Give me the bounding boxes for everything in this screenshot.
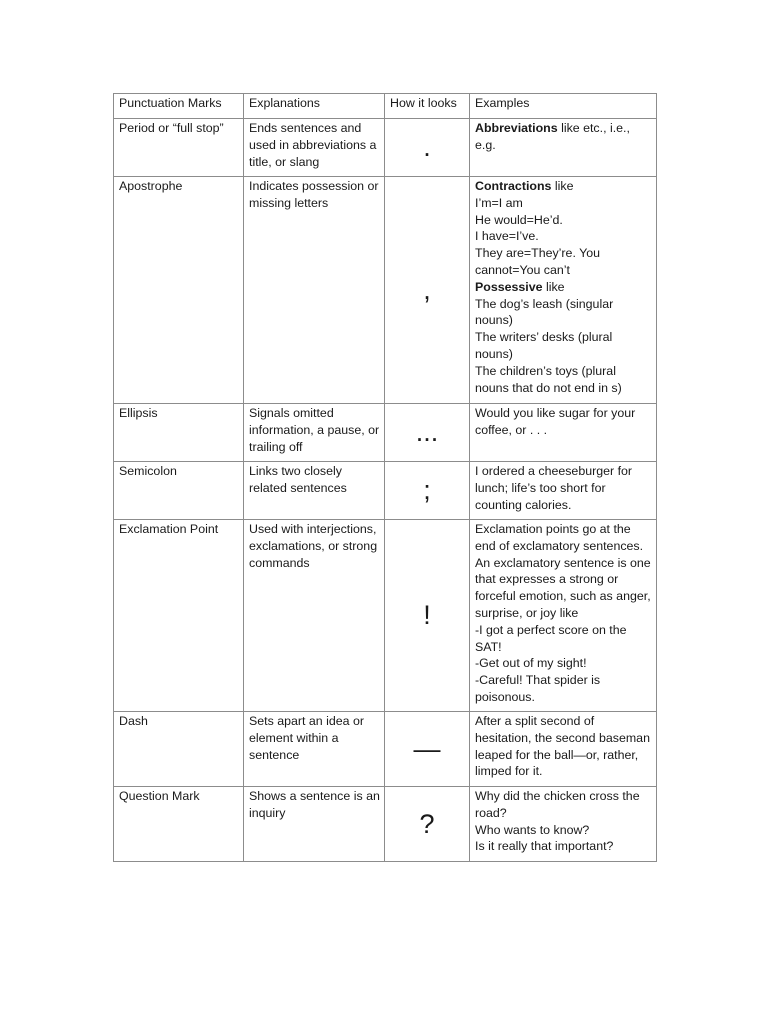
example-line <box>475 713 652 780</box>
example-text: They are=They’re. You cannot=You can’t <box>475 246 601 277</box>
header-punctuation-marks: Punctuation Marks <box>114 94 244 119</box>
table-row <box>114 520 657 712</box>
examples-cell <box>470 787 657 862</box>
example-line <box>475 279 652 296</box>
mark-name-cell: Question Mark <box>114 787 244 862</box>
example-text: After a split second of hesitation, the second baseman leaped for the ball—or, rather, limped for it. <box>475 714 650 779</box>
example-text: Exclamation points go at the end of exclamatory sentences. An exclamatory sentence is one that expresses a strong or forceful emotion, such as anger, surprise, or joy like <box>475 522 651 620</box>
example-text: Is it really that important? <box>475 839 614 854</box>
example-text: -I got a perfect score on the SAT! <box>475 622 627 654</box>
symbol-cell: , <box>385 177 470 404</box>
examples-cell <box>470 712 657 787</box>
header-explanations: Explanations <box>244 94 385 119</box>
examples-cell <box>470 520 657 712</box>
examples-cell <box>470 462 657 520</box>
example-bold-term: Possessive <box>475 279 543 294</box>
symbol-cell: ! <box>385 520 470 712</box>
example-line <box>475 245 652 279</box>
explanation-cell: Links two closely related sentences <box>244 462 385 520</box>
example-line <box>475 212 652 229</box>
symbol-cell: ; <box>385 462 470 520</box>
table-row <box>114 787 657 862</box>
example-line <box>475 178 652 195</box>
example-text: like etc., i.e., e.g. <box>475 121 630 152</box>
example-text: Why did the chicken cross the road? <box>475 789 640 820</box>
punctuation-table <box>113 93 657 862</box>
mark-name-cell: Ellipsis <box>114 404 244 462</box>
symbol-cell: ? <box>385 787 470 862</box>
table-row <box>114 404 657 462</box>
example-text: like <box>542 279 565 294</box>
table-row <box>114 462 657 520</box>
explanation-cell: Indicates possession or missing letters <box>244 177 385 404</box>
example-line <box>475 363 652 397</box>
example-line <box>475 405 652 439</box>
explanation-cell: Sets apart an idea or element within a sentence <box>244 712 385 787</box>
mark-name-cell: Apostrophe <box>114 177 244 404</box>
example-text: I have=I’ve. <box>475 229 539 244</box>
examples-cell <box>470 177 657 404</box>
header-how-it-looks: How it looks <box>385 94 470 119</box>
example-text: Who wants to know? <box>475 822 590 837</box>
table-row <box>114 119 657 177</box>
explanation-cell: Shows a sentence is an inquiry <box>244 787 385 862</box>
table-header-row <box>114 94 657 119</box>
example-line <box>475 521 652 622</box>
example-bold-term: Contractions <box>475 179 552 193</box>
example-text: He would=He’d. <box>475 212 563 227</box>
example-line <box>475 788 652 822</box>
example-line <box>475 228 652 245</box>
mark-name-cell: Exclamation Point <box>114 520 244 712</box>
example-text: -Get out of my sight! <box>475 656 587 671</box>
header-examples: Examples <box>470 94 657 119</box>
example-text: like <box>551 179 574 193</box>
symbol-cell: . <box>385 119 470 177</box>
mark-name-cell: Semicolon <box>114 462 244 520</box>
example-line <box>475 655 652 672</box>
example-bold-term: Abbreviations <box>475 121 558 135</box>
explanation-cell: Used with interjections, exclamations, or strong commands <box>244 520 385 712</box>
example-text: The writers’ desks (plural nouns) <box>475 330 613 361</box>
example-line <box>475 195 652 212</box>
example-line <box>475 672 652 706</box>
examples-cell <box>470 119 657 177</box>
example-line <box>475 463 652 513</box>
example-text: -Careful! That spider is poisonous. <box>475 673 601 704</box>
example-text: Would you like sugar for your coffee, or . . . <box>475 406 636 437</box>
table-body <box>114 119 657 862</box>
explanation-cell: Signals omitted information, a pause, or trailing off <box>244 404 385 462</box>
example-text: The dog’s leash (singular nouns) <box>475 296 614 328</box>
table-row <box>114 177 657 404</box>
example-line <box>475 296 652 330</box>
table-row <box>114 712 657 787</box>
examples-cell <box>470 404 657 462</box>
example-text: I’m=I am <box>475 195 523 210</box>
symbol-cell: ... <box>385 404 470 462</box>
example-text: I ordered a cheeseburger for lunch; life’s too short for counting calories. <box>475 464 633 512</box>
example-line <box>475 120 652 154</box>
explanation-cell: Ends sentences and used in abbreviations a title, or slang <box>244 119 385 177</box>
example-line <box>475 822 652 839</box>
mark-name-cell: Dash <box>114 712 244 787</box>
symbol-cell: — <box>385 712 470 787</box>
example-text: The children’s toys (plural nouns that do not end in s) <box>475 363 622 395</box>
example-line <box>475 622 652 656</box>
mark-name-cell: Period or “full stop” <box>114 119 244 177</box>
example-line <box>475 329 652 363</box>
example-line <box>475 838 652 855</box>
